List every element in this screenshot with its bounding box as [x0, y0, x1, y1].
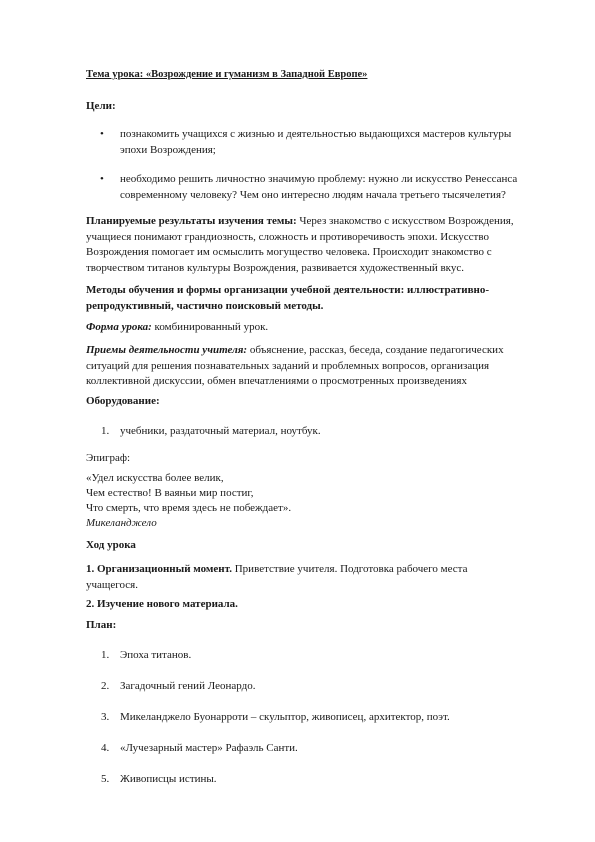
equipment-heading: Оборудование: — [86, 395, 160, 407]
teaching-methods-label: Методы обучения и формы организации учебной деятельности: — [86, 284, 405, 296]
goals-heading: Цели: — [86, 100, 116, 112]
lesson-form-text: комбинированный урок. — [151, 321, 269, 333]
epigraph-line: Что смерть, что время здесь не побеждает». — [86, 502, 292, 514]
equipment-item: 1. учебники, раздаточный материал, ноутбук. — [101, 425, 321, 437]
course-heading: Ход урока — [86, 539, 136, 551]
plan-item: 5. Живописцы истины. — [101, 773, 217, 785]
epigraph-line: Чем естество! В ваяньи мир постиг, — [86, 487, 254, 499]
teaching-methods — [86, 283, 516, 314]
step-new-material: 2. Изучение нового материала. — [86, 598, 238, 610]
planned-results — [86, 214, 516, 276]
lesson-title: Тема урока: «Возрождение и гуманизм в Западной Европе» — [86, 69, 368, 80]
plan-list — [86, 648, 516, 787]
step-organizational-text: Приветствие учителя. Подготовка рабочего места учащегося. — [86, 563, 468, 591]
goal-item: • познакомить учащихся с жизнью и деятельностью выдающихся мастеров культуры эпохи Возрождения; — [100, 128, 512, 156]
planned-results-label: Планируемые результаты изучения темы: — [86, 215, 297, 227]
goals-list — [86, 126, 526, 203]
bullet-icon: • — [100, 173, 104, 185]
plan-item: 4. «Лучезарный мастер» Рафаэль Санти. — [101, 742, 298, 754]
step-organizational-label: 1. Организационный момент. — [86, 563, 232, 575]
step-organizational — [86, 562, 516, 593]
goal-item: • необходимо решить личностно значимую проблему: нужно ли искусство Ренессанса современному человеку? Чем оно интересно людям начала третьего тысячелетия? — [100, 173, 518, 201]
planned-results-text: Через знакомство с искусством Возрождения, учащиеся понимают грандиозность, сложность и противоречивость эпохи. Искусство Возрождения помогает им осмыслить могущество человека. Происходит знакомство с творчеством титанов культуры Возрождения, развивается художественный вкус. — [86, 215, 514, 274]
plan-item: 3. Микеланджело Буонарроти – скульптор, живописец, архитектор, поэт. — [101, 711, 450, 723]
epigraph-author: Микеланджело — [86, 517, 157, 529]
bullet-icon: • — [100, 128, 104, 140]
epigraph-label: Эпиграф: — [86, 452, 131, 464]
teacher-techniques-label: Приемы деятельности учителя: — [86, 344, 248, 356]
plan-item: 2. Загадочный гений Леонардо. — [101, 680, 256, 692]
teacher-techniques — [86, 343, 516, 390]
epigraph-line: «Удел искусства более велик, — [86, 472, 224, 484]
equipment-list — [86, 424, 516, 439]
plan-heading: План: — [86, 619, 117, 631]
lesson-form-label: Форма урока: — [86, 321, 152, 333]
plan-item: 1. Эпоха титанов. — [101, 649, 192, 661]
lesson-form — [86, 320, 516, 336]
teacher-techniques-text: объяснение, рассказ, беседа, создание педагогических ситуаций для решения познавательных заданий и проблемных вопросов, организация коллективной дискуссии, обмен впечатлениями о просмотренных произведениях — [86, 344, 504, 387]
teaching-methods-text: иллюстративно-репродуктивный, частично поисковый методы. — [86, 284, 490, 312]
